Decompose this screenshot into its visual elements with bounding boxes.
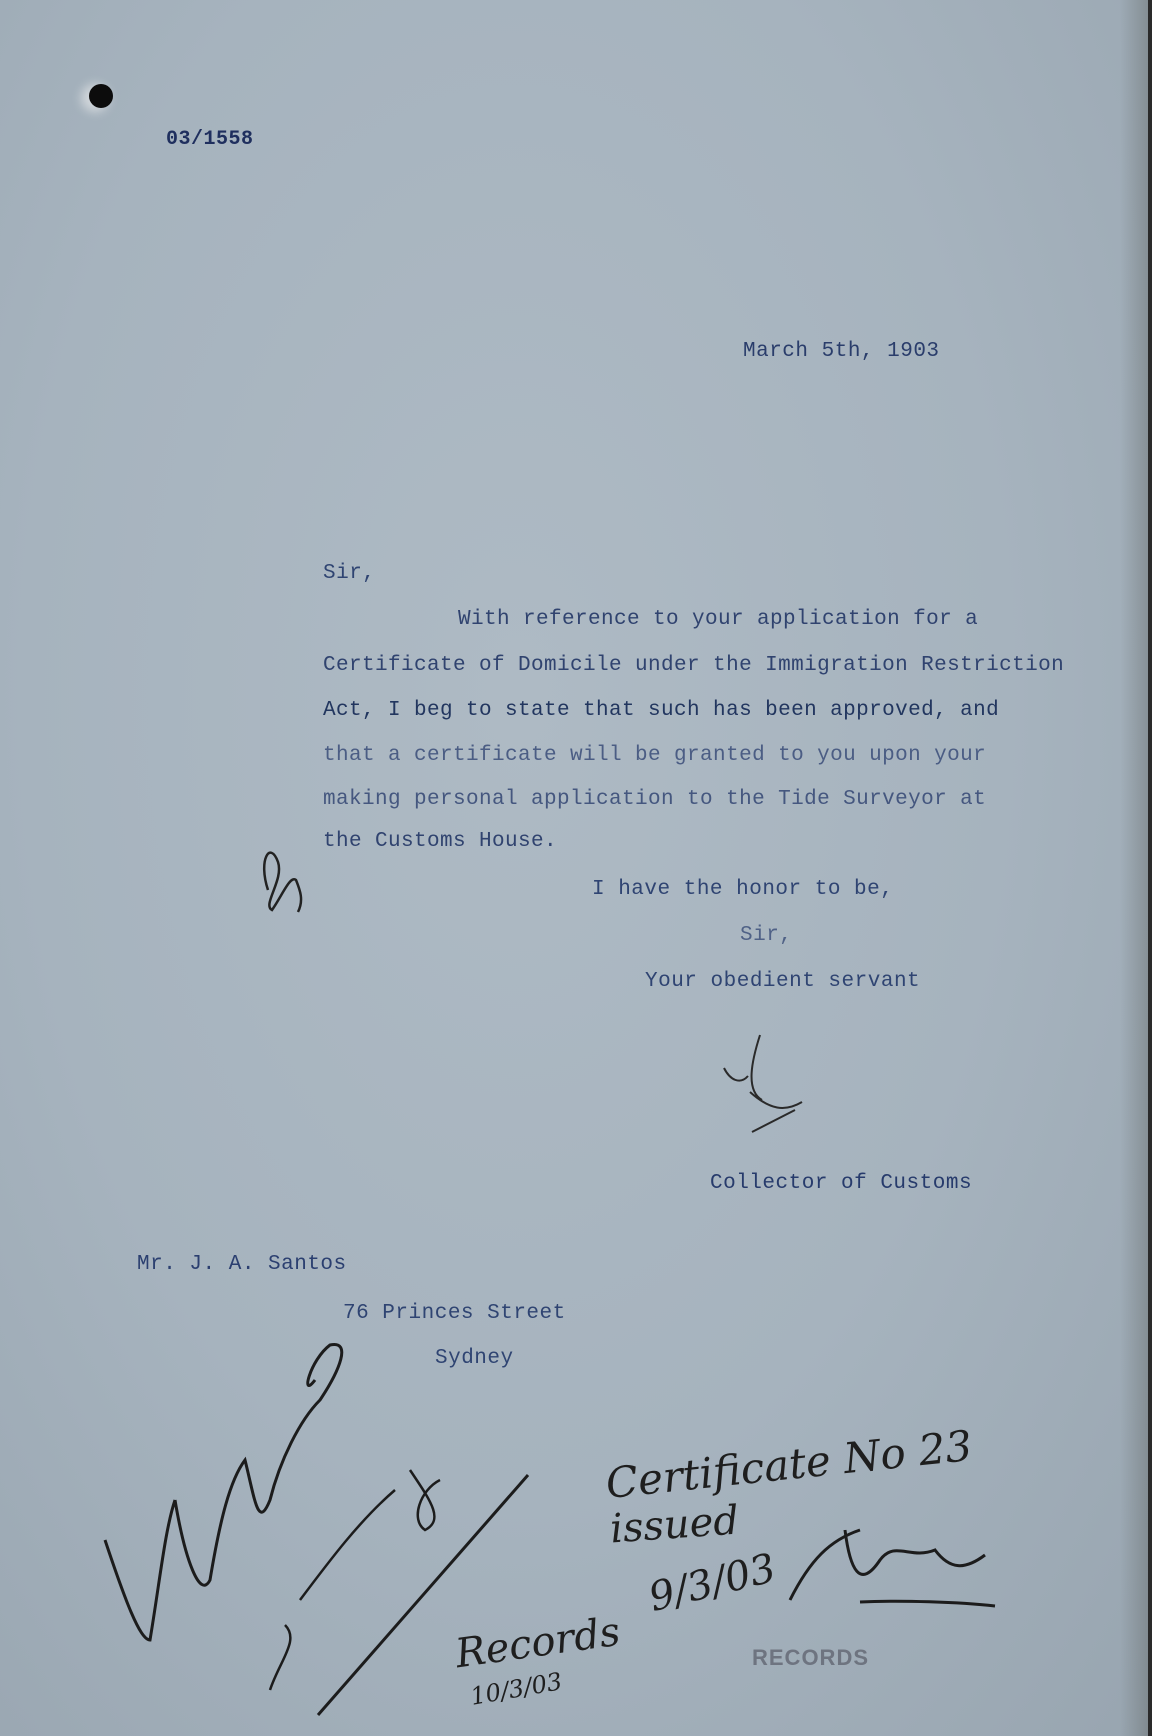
diagonal-stroke [318, 1475, 528, 1715]
reference-number: 03/1558 [166, 128, 254, 151]
letter-date: March 5th, 1903 [743, 340, 940, 363]
records-stamp: RECORDS [752, 1645, 870, 1670]
signatory-title: Collector of Customs [710, 1172, 973, 1195]
closing-line-2: Sir, [740, 924, 793, 947]
salutation: Sir, [323, 562, 376, 585]
collector-signature [724, 1035, 802, 1132]
handwritten-issued-note: issued [608, 1497, 741, 1553]
body-line-2: Certificate of Domicile under the Immigration Restriction [323, 654, 1065, 677]
handwritten-certificate-note: Certificate No 23 [603, 1420, 975, 1509]
handwritten-records-note: Records [452, 1608, 623, 1678]
handwritten-certificate-date: 9/3/03 [644, 1545, 781, 1621]
date-mark [270, 1470, 440, 1690]
closing-line-3: Your obedient servant [645, 970, 921, 993]
body-line-1: With reference to your application for a [458, 608, 979, 631]
official-signature [105, 1344, 342, 1640]
addressee-name: Mr. J. A. Santos [137, 1253, 347, 1276]
body-line-3: Act, I beg to state that such has been approved, and [323, 699, 1000, 722]
handwritten-records-date: 10/3/03 [468, 1667, 565, 1711]
body-line-4: that a certificate will be granted to you upon your [323, 744, 987, 767]
law-initials [790, 1530, 995, 1606]
addressee-city: Sydney [435, 1347, 514, 1370]
addressee-street: 76 Princes Street [343, 1302, 566, 1325]
closing-line-1: I have the honor to be, [592, 878, 894, 901]
body-line-5: making personal application to the Tide Surveyor at [323, 788, 987, 811]
body-line-6: the Customs House. [323, 830, 558, 853]
initials-mark [264, 853, 301, 912]
